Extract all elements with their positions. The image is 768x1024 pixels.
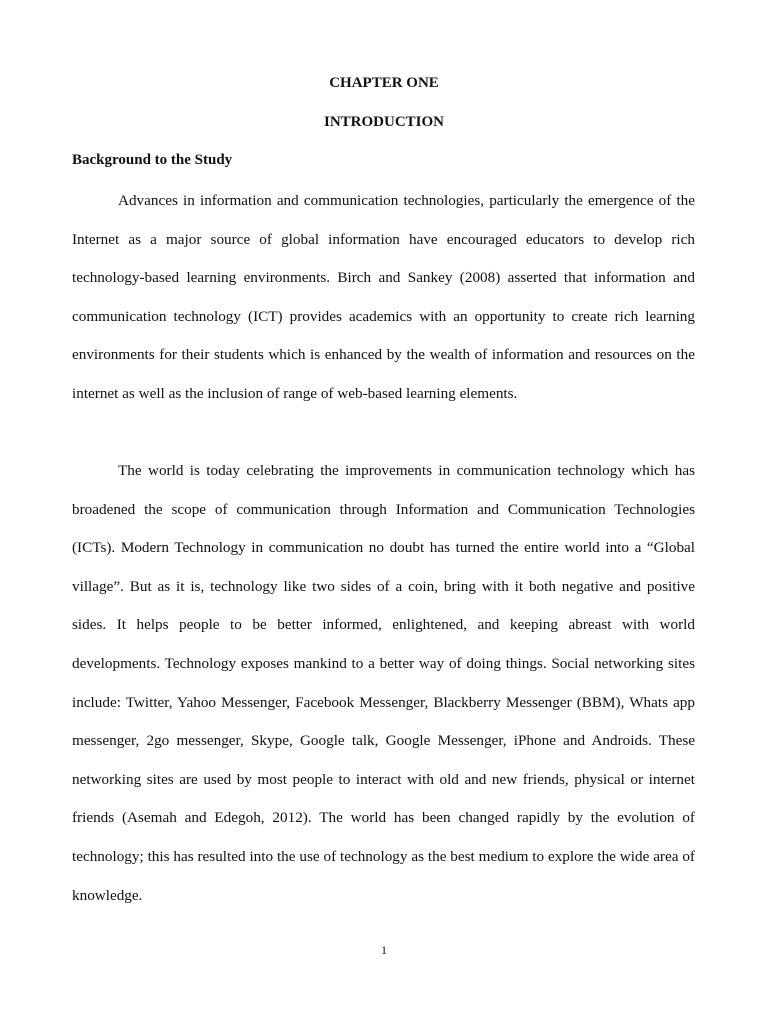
chapter-title: CHAPTER ONE — [329, 75, 439, 91]
section-heading: Background to the Study — [72, 152, 233, 168]
chapter-subtitle: INTRODUCTION — [323, 114, 444, 130]
page-number: 1 — [381, 943, 387, 957]
paragraph-container — [72, 182, 695, 414]
body-paragraph: The world is today celebrating the improvements in communication technology which has broadened the scope of communication through Information and Communication Technologies (ICTs). Modern Technology in communication no doubt has turned the entire world into a “Global village”. But as it is, technology like two sides of a coin, bring with it both negative and positive sides. It helps people to be better informed, enlightened, and keeping abreast with world developments. Technology exposes mankind to a better way of doing things. Social networking sites include: Twitter, Yahoo Messenger, Facebook Messenger, Blackberry Messenger (BBM), Whats app messenger, 2go messenger, Skype, Google talk, Google Messenger, iPhone and Androids. These networking sites are used by most people to interact with old and new friends, physical or internet friends (Asemah and Edegoh, 2012). The world has been changed rapidly by the evolution of technology; this has resulted into the use of technology as the best medium to explore the wide area of knowledge. — [72, 462, 695, 904]
body-paragraph: Advances in information and communication technologies, particularly the emergence of the Internet as a major source of global information have encouraged educators to develop rich technology-based learning environments. Birch and Sankey (2008) asserted that information and communication technology (ICT) provides academics with an opportunity to create rich learning environments for their students which is enhanced by the wealth of information and resources on the internet as well as the inclusion of range of web-based learning elements. — [72, 192, 695, 402]
paragraph-container — [72, 452, 695, 915]
